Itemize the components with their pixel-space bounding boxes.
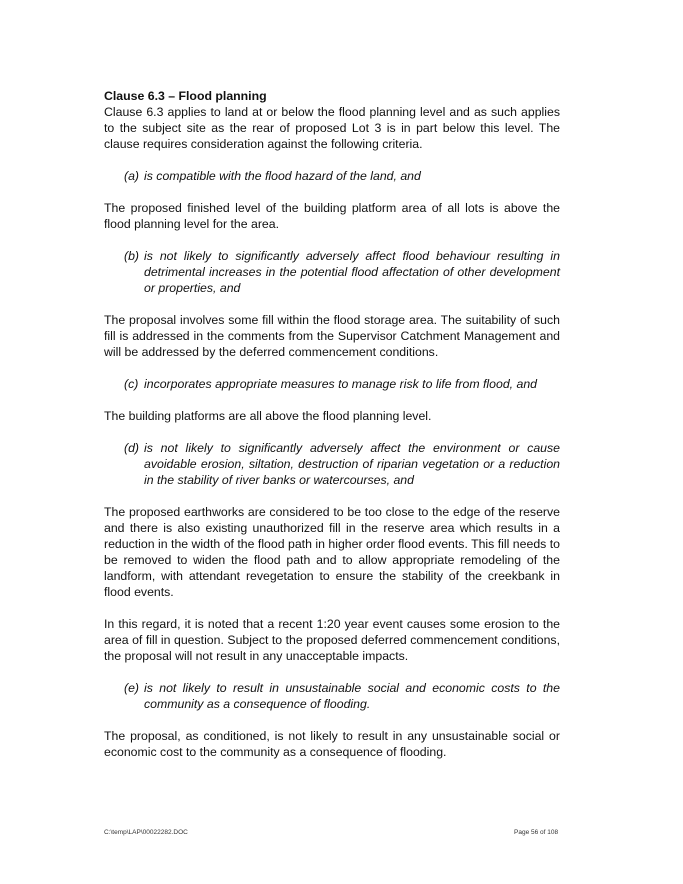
footer-page-number: Page 56 of 108: [514, 829, 559, 836]
criterion-b: [124, 248, 560, 296]
clause-heading: Clause 6.3 – Flood planning: [104, 89, 267, 103]
response-paragraph: The building platforms are all above the flood planning level.: [104, 409, 432, 423]
intro-paragraph: Clause 6.3 applies to land at or below the flood planning level and as such applies to the subject site as the rear of proposed Lot 3 is in part below this level. The clause requires consideration against the following criteria.: [104, 105, 560, 151]
criterion-label: (e): [124, 681, 140, 695]
page-content: [104, 88, 560, 760]
criterion-text: is compatible with the flood hazard of the land, and: [144, 169, 421, 183]
criterion-label: (c): [124, 377, 139, 391]
response-paragraph: The proposal involves some fill within the flood storage area. The suitability of such fill is addressed in the comments from the Supervisor Catchment Management and will be addressed by the deferred commencement conditions.: [104, 313, 560, 359]
criterion-text: is not likely to significantly adversely affect flood behaviour resulting in detrimental increases in the potential flood affectation of other development or properties, and: [144, 249, 560, 295]
response-paragraph: The proposal, as conditioned, is not likely to result in any unsustainable social or economic cost to the community as a consequence of flooding.: [104, 729, 560, 759]
criterion-e: [124, 680, 560, 712]
criterion-text: incorporates appropriate measures to manage risk to life from flood, and: [144, 377, 538, 391]
footer-file-path: C:\temp\LAP\00022282.DOC: [104, 829, 188, 836]
criterion-label: (d): [124, 441, 140, 455]
response-paragraph: The proposed earthworks are considered to be too close to the edge of the reserve and there is also existing unauthorized fill in the reserve area which results in a reduction in the width of the flood path in higher order flood events. This fill needs to be removed to widen the flood path and to allow appropriate remodeling of the landform, with attendant revegetation to ensure the stability of the creekbank in flood events.: [104, 505, 560, 599]
criterion-text: is not likely to result in unsustainable social and economic costs to the community as a consequence of flooding.: [144, 681, 560, 711]
criterion-text: is not likely to significantly adversely affect the environment or cause avoidable erosion, siltation, destruction of riparian vegetation or a reduction in the stability of river banks or watercourses, and: [144, 441, 560, 487]
criterion-label: (b): [124, 249, 140, 263]
response-paragraph: The proposed finished level of the building platform area of all lots is above the flood planning level for the area.: [104, 201, 560, 231]
criterion-d: [124, 440, 560, 488]
criterion-label: (a): [124, 169, 140, 183]
criterion-c: [124, 376, 560, 392]
response-paragraph: In this regard, it is noted that a recent 1:20 year event causes some erosion to the area of fill in question. Subject to the proposed deferred commencement conditions, the proposal will not result in any unacceptable impacts.: [104, 617, 560, 663]
criterion-a: [124, 168, 560, 184]
